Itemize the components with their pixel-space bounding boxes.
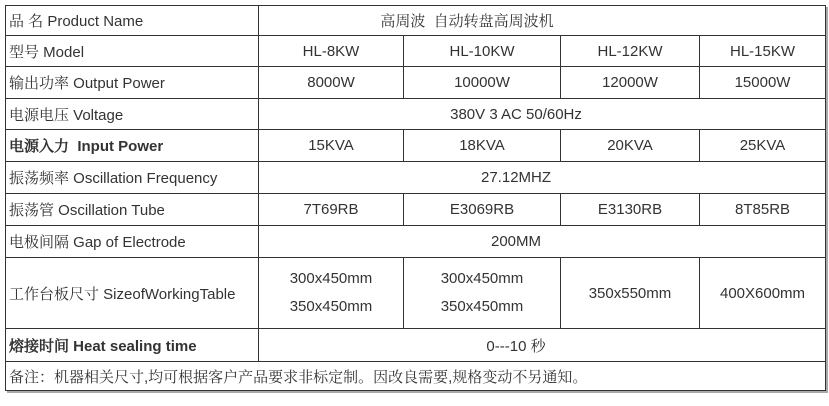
voltage-label: 电源电压 Voltage (6, 99, 259, 130)
working-table-size-2-line-1: 300x450mm (440, 270, 524, 287)
row-product-name (6, 6, 826, 36)
model-label: 型号 Model (6, 36, 259, 67)
output-power-1: 8000W (259, 67, 404, 99)
oscillation-frequency-value: 27.12MHZ (259, 162, 826, 194)
oscillation-frequency-label: 振荡频率 Oscillation Frequency (6, 162, 259, 194)
model-hl-15kw: HL-15KW (700, 36, 826, 67)
heat-sealing-time-label: 熔接时间 Heat sealing time (6, 329, 259, 362)
row-input-power (6, 130, 826, 162)
input-power-3: 20KVA (561, 130, 700, 162)
row-oscillation-frequency (6, 162, 826, 194)
working-table-size-2 (404, 258, 561, 329)
gap-of-electrode-label: 电极间隔 Gap of Electrode (6, 226, 259, 258)
product-name-value: 高周波 自动转盘高周波机 (259, 6, 826, 36)
output-power-4: 15000W (700, 67, 826, 99)
working-table-size-2-line-2: 350x450mm (440, 298, 524, 315)
oscillation-tube-2: E3069RB (404, 194, 561, 226)
working-table-size-label: 工作台板尺寸 SizeofWorkingTable (6, 258, 259, 329)
output-power-3: 12000W (561, 67, 700, 99)
oscillation-tube-3: E3130RB (561, 194, 700, 226)
output-power-label: 输出功率 Output Power (6, 67, 259, 99)
working-table-size-1 (259, 258, 404, 329)
output-power-2: 10000W (404, 67, 561, 99)
model-hl-12kw: HL-12KW (561, 36, 700, 67)
input-power-2: 18KVA (404, 130, 561, 162)
note-text: 备注：机器相关尺寸,均可根据客户产品要求非标定制。因改良需要,规格变动不另通知。 (6, 362, 826, 391)
working-table-size-1-line-1: 300x450mm (289, 270, 373, 287)
input-power-4: 25KVA (700, 130, 826, 162)
heat-sealing-time-value: 0---10 秒 (259, 329, 826, 362)
row-note (6, 362, 826, 391)
product-name-label: 品 名 Product Name (6, 6, 259, 36)
model-hl-10kw: HL-10KW (404, 36, 561, 67)
oscillation-tube-1: 7T69RB (259, 194, 404, 226)
working-table-size-4: 400X600mm (700, 258, 826, 329)
model-hl-8kw: HL-8KW (259, 36, 404, 67)
working-table-size-1-line-2: 350x450mm (289, 298, 373, 315)
product-spec-table (5, 5, 826, 391)
input-power-1: 15KVA (259, 130, 404, 162)
row-working-table-size (6, 258, 826, 329)
input-power-label: 电源入力 Input Power (6, 130, 259, 162)
row-gap-of-electrode (6, 226, 826, 258)
oscillation-tube-4: 8T85RB (700, 194, 826, 226)
row-model (6, 36, 826, 67)
gap-of-electrode-value: 200MM (259, 226, 826, 258)
row-heat-sealing-time (6, 329, 826, 362)
row-oscillation-tube (6, 194, 826, 226)
row-voltage (6, 99, 826, 130)
row-output-power (6, 67, 826, 99)
working-table-size-3: 350x550mm (561, 258, 700, 329)
oscillation-tube-label: 振荡管 Oscillation Tube (6, 194, 259, 226)
voltage-value: 380V 3 AC 50/60Hz (259, 99, 826, 130)
